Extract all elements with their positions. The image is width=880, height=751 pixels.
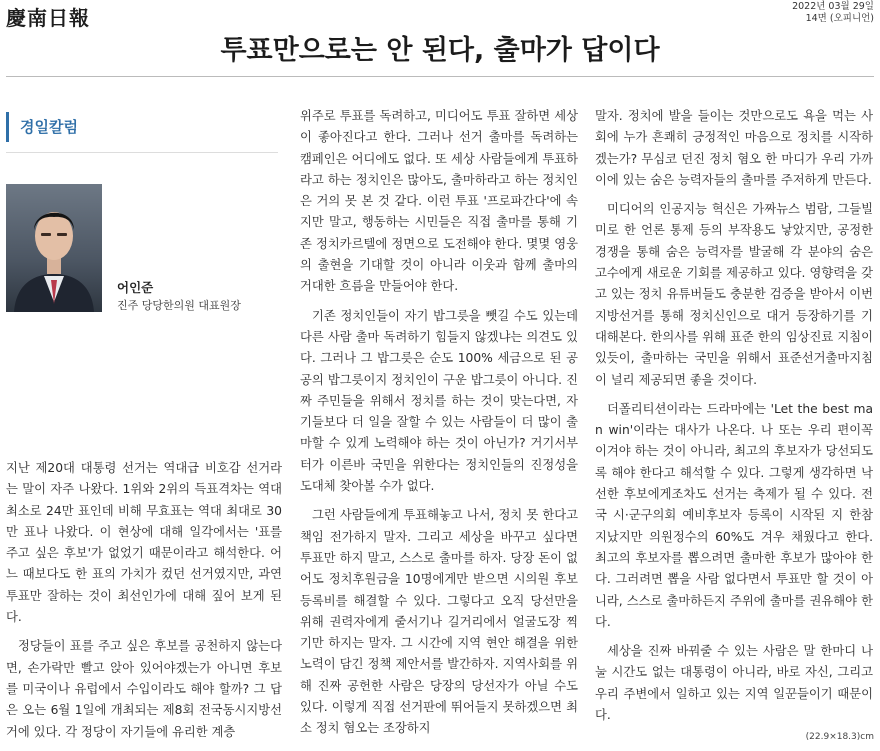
paragraph: 미디어의 인공지능 혁신은 가짜뉴스 범람, 그들빌미로 한 언론 통제 등의 부작용도 낳았지만, 공정한 경쟁을 통해 숨은 능력자를 발굴해 각 분야의 숨은 고수에게 새로운 기회를 제공하고 있다. 영향력을 갖고 있는 정치 유튜버들도 충분한 검증을 받아서 이번 지방선거를 통해 정치신인으로 대거 등장하기를 기대해본다. 한의사를 위해 표준 한의 임상진료 지침이 있듯이, 출마하는 국민을 위해서 표준선거출마지침이 널리 제공되면 좋을 것이다. — [595, 202, 873, 387]
paragraph: 세상을 진짜 바꿔줄 수 있는 사람은 말 한마디 나눌 시간도 없는 대통령이 아니라, 바로 자신, 그리고 우리 주변에서 일하고 있는 지역 일꾼들이기 때문이다. — [595, 644, 873, 723]
article-column-2 — [300, 106, 578, 748]
paragraph: 그런 사람들에게 투표해놓고 나서, 정치 못 한다고 책임 전가하지 말자. 그리고 세상을 바꾸고 싶다면 투표만 하지 말고, 스스로 출마를 하자. 당장 돈이 없어도 정치후원금을 10명에게만 받으면 시의원 후보등록비를 해결할 수 있다. 그렇다고 오직 당선만을 위해 권력자에게 줄서기나 길거리에서 얼굴도장 찍기만 하지는 말자. 그 시간에 지역 현안 해결을 위한 노력이 담긴 정책 제안서를 발간하자. 지역사회를 위해 진짜 공헌한 사람은 당장의 당선자가 아닐 수도 있다. 이렇게 직접 선거판에 뛰어들지 못하겠으면 최소 정치 혐오는 조장하지 — [300, 508, 578, 736]
article-column-1 — [6, 458, 282, 751]
paragraph: 정당들이 표를 주고 싶은 후보를 공천하지 않는다면, 손가락만 빨고 앉아 있어야겠는가 아니면 후보를 미국이나 유럽에서 수입이라도 해야 할까? 그 답은 오는 6월 1일에 개최되는 제8회 전국동시지방선거에 있다. 각 정당이 자기들에 유리한 계층 — [6, 639, 282, 739]
author-title: 진주 당당한의원 대표원장 — [117, 299, 241, 312]
section-divider — [6, 152, 278, 153]
publish-date: 2022년 03월 29일 — [792, 1, 874, 12]
paragraph: 지난 제20대 대통령 선거는 역대급 비호감 선거라는 말이 자주 나왔다. 1위와 2위의 득표격차는 역대 최소로 24만 표인데 비해 무효표는 역대 최대로 30만 표나 나왔다. 이 현상에 대해 일각에서는 '표를 주고 싶은 후보'가 없었기 때문이라고 해석한다. 어느 때보다도 한 표의 가치가 컸던 선거였지만, 과연 투표만 잘하는 것이 최선인가에 대해 짚어 보게 된다. — [6, 461, 282, 625]
author-portrait-illustration — [6, 184, 102, 312]
header-divider — [6, 76, 874, 77]
author-photo — [6, 184, 102, 312]
newspaper-masthead: 慶南日報 — [6, 6, 90, 30]
paragraph: 말자. 정치에 발을 들이는 것만으로도 욕을 먹는 사회에 누가 흔쾌히 긍정적인 마음으로 정치를 시작하겠는가? 무심코 던진 정치 혐오 한 마디가 우리 가까이에 있는 숨은 능력자들의 출마를 주저하게 만든다. — [595, 109, 873, 187]
author-name: 어인준 — [117, 280, 154, 295]
column-section-label: 경일칼럼 — [6, 112, 220, 142]
paragraph: 기존 정치인들이 자기 밥그릇을 뺏길 수도 있는데 다른 사람 출마 독려하기 힘들지 않겠냐는 의견도 있다. 그러나 그 밥그릇은 순도 100% 세금으로 된 공공의 밥그릇이지 정치인이 구운 밥그릇이 아니다. 진짜 주민들을 위해서 정치를 하는 것이 맞는다면, 자기들보다 더 일을 잘할 수 있는 사람들이 더 많이 출마할 수 있게 노력해야 하는 것이 아닌가? 거기서부터가 이른바 국민을 위한다는 정치인들의 진정성을 도대체 찾아볼 수가 없다. — [300, 308, 578, 494]
article-column-3 — [595, 106, 873, 734]
page-section: 14면 (오피니언) — [805, 13, 874, 24]
article-headline: 투표만으로는 안 된다, 출마가 답이다 — [220, 35, 660, 66]
dateline — [792, 1, 874, 25]
paragraph: 위주로 투표를 독려하고, 미디어도 투표 잘하면 세상이 좋아진다고 한다. 그러나 선거 출마를 독려하는 캠페인은 어디에도 없다. 또 세상 사람들에게 투표하라고 하는 정치인은 많아도, 출마하라고 하는 정치인은 거의 못 본 것 같다. 이런 투표 '프로파간다'에 속지만 말고, 행동하는 시민들은 직접 출마를 통해 기존 정치카르텔에 정면으로 도전해야 한다. 몇몇 영웅의 출현을 기대할 것이 아니라 이웃과 함께 출마의 거대한 흐름을 만들어야 한다. — [300, 109, 578, 294]
paragraph: 더폴리티션이라는 드라마에는 'Let the best man win'이라는 대사가 나온다. 나 또는 우리 편이꼭 이겨야 하는 것이 아니라, 최고의 후보자가 당선되도록 해야 한다고 해석할 수 있다. 그렇게 생각하면 낙선한 후보에게조차도 선거는 축제가 될 수 있다. 전국 시·군구의회 예비후보자 등록이 시작된 지 한참 지났지만 의원정수의 60%도 겨우 채웠다고 한다. 최고의 후보자를 뽑으려면 출마한 후보가 많아야 한다. 그러려면 뽑을 사람 없다면서 투표만 할 것이 아니라, 스스로 출마하든지 주위에 출마를 권유해야 한다. — [595, 401, 873, 629]
clipping-size-note: (22.9×18.3)cm — [805, 732, 874, 742]
